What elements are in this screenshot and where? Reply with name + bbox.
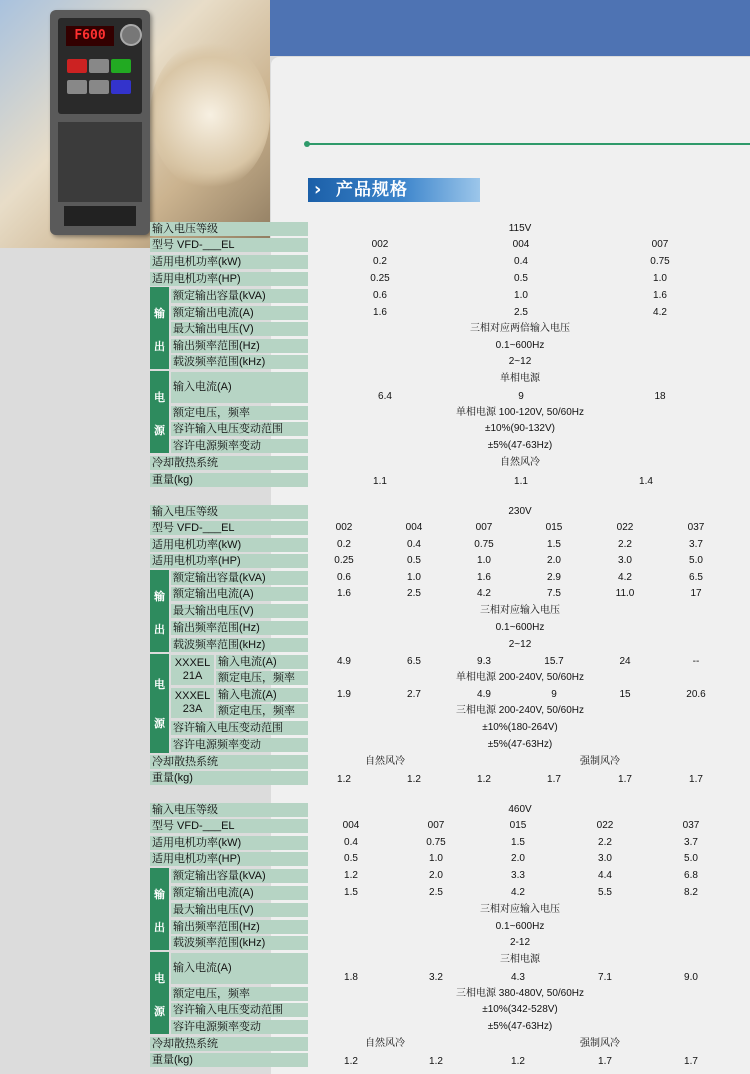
row-label: 输出频率范围(Hz) xyxy=(171,621,308,635)
row-label: 输入电流(A) xyxy=(216,688,308,702)
header-band xyxy=(270,0,750,56)
cell-value: 1.5 xyxy=(547,539,561,550)
row-label: 最大输出电压(V) xyxy=(171,604,308,618)
cell-value: 0.5 xyxy=(344,853,358,864)
cell-value: ±5%(47-63Hz) xyxy=(487,440,553,451)
cell-value: 2.5 xyxy=(429,887,443,898)
device-keys xyxy=(66,58,136,98)
cell-value: 0.1~600Hz xyxy=(495,340,545,351)
cell-value: 022 xyxy=(596,820,614,831)
row-label: 冷却散热系统 xyxy=(150,456,308,470)
cell-value: 004 xyxy=(342,820,360,831)
cell-value: -- xyxy=(692,656,700,667)
device-led-display: F600 xyxy=(66,26,114,46)
row-label: 载波频率范围(kHz) xyxy=(171,936,308,950)
cell-value: 24 xyxy=(619,656,631,667)
side-group-char: 出 xyxy=(154,623,165,636)
cell-value: 115V xyxy=(508,223,532,234)
model-suffix-line: 21A xyxy=(182,670,203,682)
row-label: 重量(kg) xyxy=(150,771,308,785)
cell-value: 1.5 xyxy=(344,887,358,898)
divider-line xyxy=(308,143,750,145)
cell-value: 9.3 xyxy=(477,656,491,667)
cell-value: 4.2 xyxy=(511,887,525,898)
cell-value: 自然风冷 xyxy=(365,756,405,767)
row-label: 输入电流(A) xyxy=(171,372,308,403)
cell-value: 7.5 xyxy=(547,588,561,599)
cell-value: 11.0 xyxy=(615,588,635,599)
cell-value: 9 xyxy=(551,689,557,700)
device-body xyxy=(58,122,142,202)
row-label: 额定输出容量(kVA) xyxy=(171,289,308,303)
cell-value: 0.6 xyxy=(373,290,387,301)
cell-value: 6.4 xyxy=(378,391,392,402)
cell-value: 2.0 xyxy=(547,555,561,566)
cell-value: 2-12 xyxy=(509,937,531,948)
cell-value: 9 xyxy=(518,391,524,402)
cell-value: 1.8 xyxy=(344,972,358,983)
row-label: 容许输入电压变动范围 xyxy=(171,1003,308,1017)
cell-value: 1.6 xyxy=(653,290,667,301)
cell-value: 1.0 xyxy=(429,853,443,864)
cell-value: 1.7 xyxy=(689,774,703,785)
side-group-label xyxy=(150,654,169,753)
cell-value: 20.6 xyxy=(686,689,706,700)
cell-value: 1.7 xyxy=(618,774,632,785)
row-label: 输入电压等级 xyxy=(150,505,308,519)
row-label: 容许电源频率变动 xyxy=(171,1020,308,1034)
row-label: 型号 VFD-___EL xyxy=(150,521,308,535)
row-label: 冷却散热系统 xyxy=(150,1037,308,1051)
row-label: 额定输出电流(A) xyxy=(171,587,308,601)
cell-value: 单相电源 xyxy=(500,373,540,384)
row-label: 输出频率范围(Hz) xyxy=(171,920,308,934)
cell-value: 2.2 xyxy=(618,539,632,550)
cell-value: 004 xyxy=(512,239,530,250)
model-suffix-23a xyxy=(171,688,214,718)
side-group-char: 出 xyxy=(154,921,165,934)
row-label: 额定输出电流(A) xyxy=(171,886,308,900)
cell-value: 0.2 xyxy=(337,539,351,550)
cell-value: 4.3 xyxy=(511,972,525,983)
row-label: 型号 VFD-___EL xyxy=(150,238,308,252)
cell-value: 三相电源 xyxy=(500,954,540,965)
cell-value: 460V xyxy=(508,804,532,815)
cell-value: 037 xyxy=(682,820,700,831)
row-label: 适用电机功率(kW) xyxy=(150,836,308,850)
cell-value: 4.2 xyxy=(477,588,491,599)
side-group-label xyxy=(150,570,169,652)
row-label: 重量(kg) xyxy=(150,473,308,487)
row-label: 额定电压，频率 xyxy=(216,671,308,685)
cell-value: 2.0 xyxy=(429,870,443,881)
cell-value: 0.5 xyxy=(514,273,528,284)
cell-value: 强制风冷 xyxy=(580,1038,620,1049)
cell-value: 0.4 xyxy=(407,539,421,550)
cell-value: 1.6 xyxy=(373,307,387,318)
cell-value: 1.2 xyxy=(407,774,421,785)
row-label: 适用电机功率(kW) xyxy=(150,538,308,552)
cell-value: 3.7 xyxy=(684,837,698,848)
device-knob xyxy=(120,24,142,46)
cell-value: 3.7 xyxy=(689,539,703,550)
cell-value: 004 xyxy=(405,522,423,533)
row-label: 最大输出电压(V) xyxy=(171,322,308,336)
cell-value: 037 xyxy=(687,522,705,533)
row-label: 输入电压等级 xyxy=(150,222,308,236)
row-label: 额定输出容量(kVA) xyxy=(171,869,308,883)
cell-value: 2~12 xyxy=(508,356,532,367)
cell-value: 0.2 xyxy=(373,256,387,267)
cell-value: 7.1 xyxy=(598,972,612,983)
section-title-text: 产品规格 xyxy=(336,180,408,200)
cell-value: 230V xyxy=(508,506,532,517)
row-label: 容许电源频率变动 xyxy=(171,738,308,752)
row-label: 容许输入电压变动范围 xyxy=(171,422,308,436)
row-label: 适用电机功率(kW) xyxy=(150,255,308,269)
cell-value: 3.2 xyxy=(429,972,443,983)
cell-value: 9.0 xyxy=(684,972,698,983)
cell-value: 6.8 xyxy=(684,870,698,881)
cell-value: 0.5 xyxy=(407,555,421,566)
model-suffix-line: 23A xyxy=(182,703,203,715)
row-label: 最大输出电压(V) xyxy=(171,903,308,917)
device-keypad xyxy=(58,18,142,114)
row-label: 适用电机功率(HP) xyxy=(150,272,308,286)
side-group-char: 电 xyxy=(154,678,165,691)
row-label: 输出频率范围(Hz) xyxy=(171,339,308,353)
cell-value: 2~12 xyxy=(508,639,532,650)
cell-value: 自然风冷 xyxy=(500,457,540,468)
cell-value: 1.5 xyxy=(511,837,525,848)
row-label: 输入电流(A) xyxy=(171,953,308,984)
cell-value: 0.75 xyxy=(474,539,494,550)
side-group-char: 电 xyxy=(154,392,165,405)
row-label: 适用电机功率(HP) xyxy=(150,554,308,568)
cell-value: 1.0 xyxy=(477,555,491,566)
row-label: 额定电压，频率 xyxy=(171,406,308,420)
cell-value: 单相电源 100-120V, 50/60Hz xyxy=(455,407,585,418)
cell-value: 2.5 xyxy=(514,307,528,318)
side-group-char: 源 xyxy=(154,718,165,731)
cell-value: 3.0 xyxy=(618,555,632,566)
cell-value: 1.7 xyxy=(684,1056,698,1067)
row-label: 输入电压等级 xyxy=(150,803,308,817)
side-group-label xyxy=(150,952,169,1034)
cell-value: 1.2 xyxy=(344,1056,358,1067)
cell-value: 单相电源 200-240V, 50/60Hz xyxy=(455,672,585,683)
side-group-char: 源 xyxy=(154,424,165,437)
cell-value: 1.4 xyxy=(639,476,653,487)
chevron-right-icon: › xyxy=(314,179,322,200)
cell-value: 1.0 xyxy=(407,572,421,583)
cell-value: 17 xyxy=(690,588,702,599)
cell-value: 4.9 xyxy=(477,689,491,700)
side-group-char: 出 xyxy=(154,340,165,353)
row-label: 重量(kg) xyxy=(150,1053,308,1067)
side-group-char: 输 xyxy=(154,591,165,604)
cell-value: 002 xyxy=(371,239,389,250)
cell-value: 4.9 xyxy=(337,656,351,667)
cell-value: 2.0 xyxy=(511,853,525,864)
cell-value: 1.6 xyxy=(477,572,491,583)
cell-value: ±5%(47-63Hz) xyxy=(487,739,553,750)
divider-dot xyxy=(304,141,310,147)
cell-value: 5.0 xyxy=(689,555,703,566)
side-group-label xyxy=(150,868,169,950)
row-label: 型号 VFD-___EL xyxy=(150,819,308,833)
row-label: 适用电机功率(HP) xyxy=(150,852,308,866)
cell-value: 1.6 xyxy=(337,588,351,599)
cell-value: 1.0 xyxy=(514,290,528,301)
cell-value: 0.1~600Hz xyxy=(495,921,545,932)
cell-value: 三相对应两倍输入电压 xyxy=(470,323,570,334)
cell-value: 1.1 xyxy=(514,476,528,487)
cell-value: 三相电源 200-240V, 50/60Hz xyxy=(455,705,585,716)
cell-value: ±10%(180-264V) xyxy=(482,722,558,733)
cell-value: 4.4 xyxy=(598,870,612,881)
cell-value: 3.0 xyxy=(598,853,612,864)
inverter-device-image xyxy=(50,10,150,235)
cell-value: 1.2 xyxy=(337,774,351,785)
cell-value: 0.25 xyxy=(370,273,390,284)
side-group-label xyxy=(150,287,169,369)
cell-value: 6.5 xyxy=(407,656,421,667)
cell-value: 三相电源 380-480V, 50/60Hz xyxy=(455,988,585,999)
cell-value: 4.2 xyxy=(618,572,632,583)
cell-value: 1.9 xyxy=(337,689,351,700)
device-terminals xyxy=(64,206,136,226)
cell-value: 2.9 xyxy=(547,572,561,583)
cell-value: 1.1 xyxy=(373,476,387,487)
section-title xyxy=(308,178,480,202)
side-group-char: 电 xyxy=(154,973,165,986)
cell-value: 0.25 xyxy=(334,555,354,566)
cell-value: 0.1~600Hz xyxy=(495,622,545,633)
cell-value: 015 xyxy=(545,522,563,533)
cell-value: 2.5 xyxy=(407,588,421,599)
row-label: 额定电压，频率 xyxy=(171,987,308,1001)
cell-value: 8.2 xyxy=(684,887,698,898)
cell-value: 0.4 xyxy=(344,837,358,848)
cell-value: ±5%(47-63Hz) xyxy=(487,1021,553,1032)
row-label: 输入电流(A) xyxy=(216,655,308,669)
cell-value: 007 xyxy=(651,239,669,250)
cell-value: 022 xyxy=(616,522,634,533)
cell-value: 6.5 xyxy=(689,572,703,583)
cell-value: 1.0 xyxy=(653,273,667,284)
cell-value: 三相对应输入电压 xyxy=(480,605,560,616)
side-group-label xyxy=(150,371,169,453)
cell-value: 007 xyxy=(427,820,445,831)
row-label: 容许输入电压变动范围 xyxy=(171,721,308,735)
row-label: 额定输出容量(kVA) xyxy=(171,571,308,585)
product-photo xyxy=(0,0,270,248)
cell-value: ±10%(90-132V) xyxy=(485,423,555,434)
model-suffix-21a xyxy=(171,655,214,685)
cell-value: 015 xyxy=(509,820,527,831)
model-suffix-line: XXXEL xyxy=(174,690,211,702)
cell-value: 三相对应输入电压 xyxy=(480,904,560,915)
photo-background-light xyxy=(150,40,270,190)
cell-value: 0.75 xyxy=(426,837,446,848)
cell-value: ±10%(342-528V) xyxy=(482,1004,558,1015)
row-label: 冷却散热系统 xyxy=(150,755,308,769)
cell-value: 15.7 xyxy=(544,656,564,667)
cell-value: 5.0 xyxy=(684,853,698,864)
side-group-char: 源 xyxy=(154,1005,165,1018)
cell-value: 强制风冷 xyxy=(580,756,620,767)
cell-value: 18 xyxy=(654,391,666,402)
row-label: 容许电源频率变动 xyxy=(171,439,308,453)
side-group-char: 输 xyxy=(154,308,165,321)
cell-value: 2.2 xyxy=(598,837,612,848)
row-label: 载波频率范围(kHz) xyxy=(171,638,308,652)
row-label: 载波频率范围(kHz) xyxy=(171,355,308,369)
cell-value: 自然风冷 xyxy=(365,1038,405,1049)
cell-value: 15 xyxy=(619,689,631,700)
cell-value: 007 xyxy=(475,522,493,533)
cell-value: 1.2 xyxy=(477,774,491,785)
cell-value: 2.7 xyxy=(407,689,421,700)
cell-value: 5.5 xyxy=(598,887,612,898)
side-group-char: 输 xyxy=(154,889,165,902)
cell-value: 0.4 xyxy=(514,256,528,267)
row-label: 额定电压，频率 xyxy=(216,704,308,718)
cell-value: 1.2 xyxy=(511,1056,525,1067)
cell-value: 1.7 xyxy=(547,774,561,785)
cell-value: 1.2 xyxy=(429,1056,443,1067)
cell-value: 0.6 xyxy=(337,572,351,583)
cell-value: 0.75 xyxy=(650,256,670,267)
cell-value: 1.2 xyxy=(344,870,358,881)
cell-value: 3.3 xyxy=(511,870,525,881)
cell-value: 1.7 xyxy=(598,1056,612,1067)
model-suffix-line: XXXEL xyxy=(174,657,211,669)
row-label: 额定输出电流(A) xyxy=(171,306,308,320)
cell-value: 4.2 xyxy=(653,307,667,318)
cell-value: 002 xyxy=(335,522,353,533)
